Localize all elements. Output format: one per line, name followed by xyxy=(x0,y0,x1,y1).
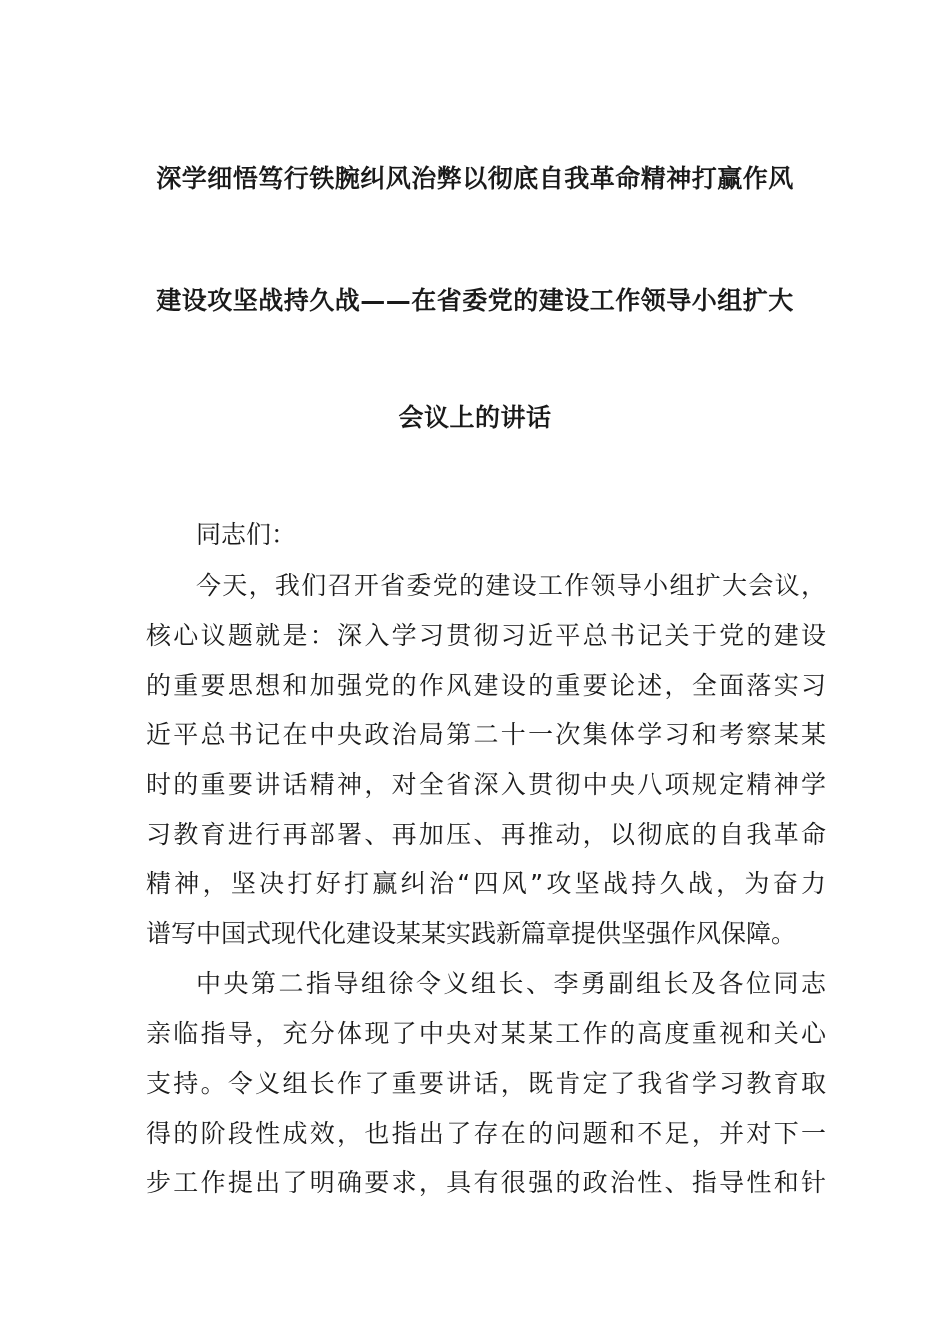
paragraph-2-line-3: 支持。令义组长作了重要讲话，既肯定了我省学习教育取 xyxy=(146,1069,826,1098)
paragraph-2-line-5: 步工作提出了明确要求，具有很强的政治性、指导性和针 xyxy=(146,1168,826,1197)
paragraph-1-line-3: 的重要思想和加强党的作风建设的重要论述，全面落实习 xyxy=(146,671,826,700)
document-title-line-1: 深学细悟笃行铁腕纠风治弊以彻底自我革命精神打赢作风 xyxy=(156,164,794,193)
document-title-line-3: 会议上的讲话 xyxy=(398,403,552,432)
paragraph-1-line-1: 今天，我们召开省委党的建设工作领导小组扩大会议， xyxy=(196,571,826,600)
paragraph-2-line-4: 得的阶段性成效，也指出了存在的问题和不足，并对下一 xyxy=(146,1119,826,1148)
paragraph-1-line-7: 精神，坚决打好打赢纠治“四风”攻坚战持久战，为奋力 xyxy=(146,869,826,898)
document-title-line-2: 建设攻坚战持久战——在省委党的建设工作领导小组扩大 xyxy=(156,286,794,315)
paragraph-1-line-5: 时的重要讲话精神，对全省深入贯彻中央八项规定精神学 xyxy=(146,770,826,799)
paragraph-1-line-8: 谱写中国式现代化建设某某实践新篇章提供坚强作风保障。 xyxy=(146,919,797,948)
paragraph-1-line-6: 习教育进行再部署、再加压、再推动，以彻底的自我革命 xyxy=(146,820,826,849)
salutation: 同志们： xyxy=(196,520,297,549)
paragraph-1-line-4: 近平总书记在中央政治局第二十一次集体学习和考察某某 xyxy=(146,720,826,749)
paragraph-2-line-2: 亲临指导，充分体现了中央对某某工作的高度重视和关心 xyxy=(146,1019,826,1048)
paragraph-1-line-2: 核心议题就是：深入学习贯彻习近平总书记关于党的建设 xyxy=(146,621,826,650)
paragraph-2-line-1: 中央第二指导组徐令义组长、李勇副组长及各位同志 xyxy=(196,969,826,998)
